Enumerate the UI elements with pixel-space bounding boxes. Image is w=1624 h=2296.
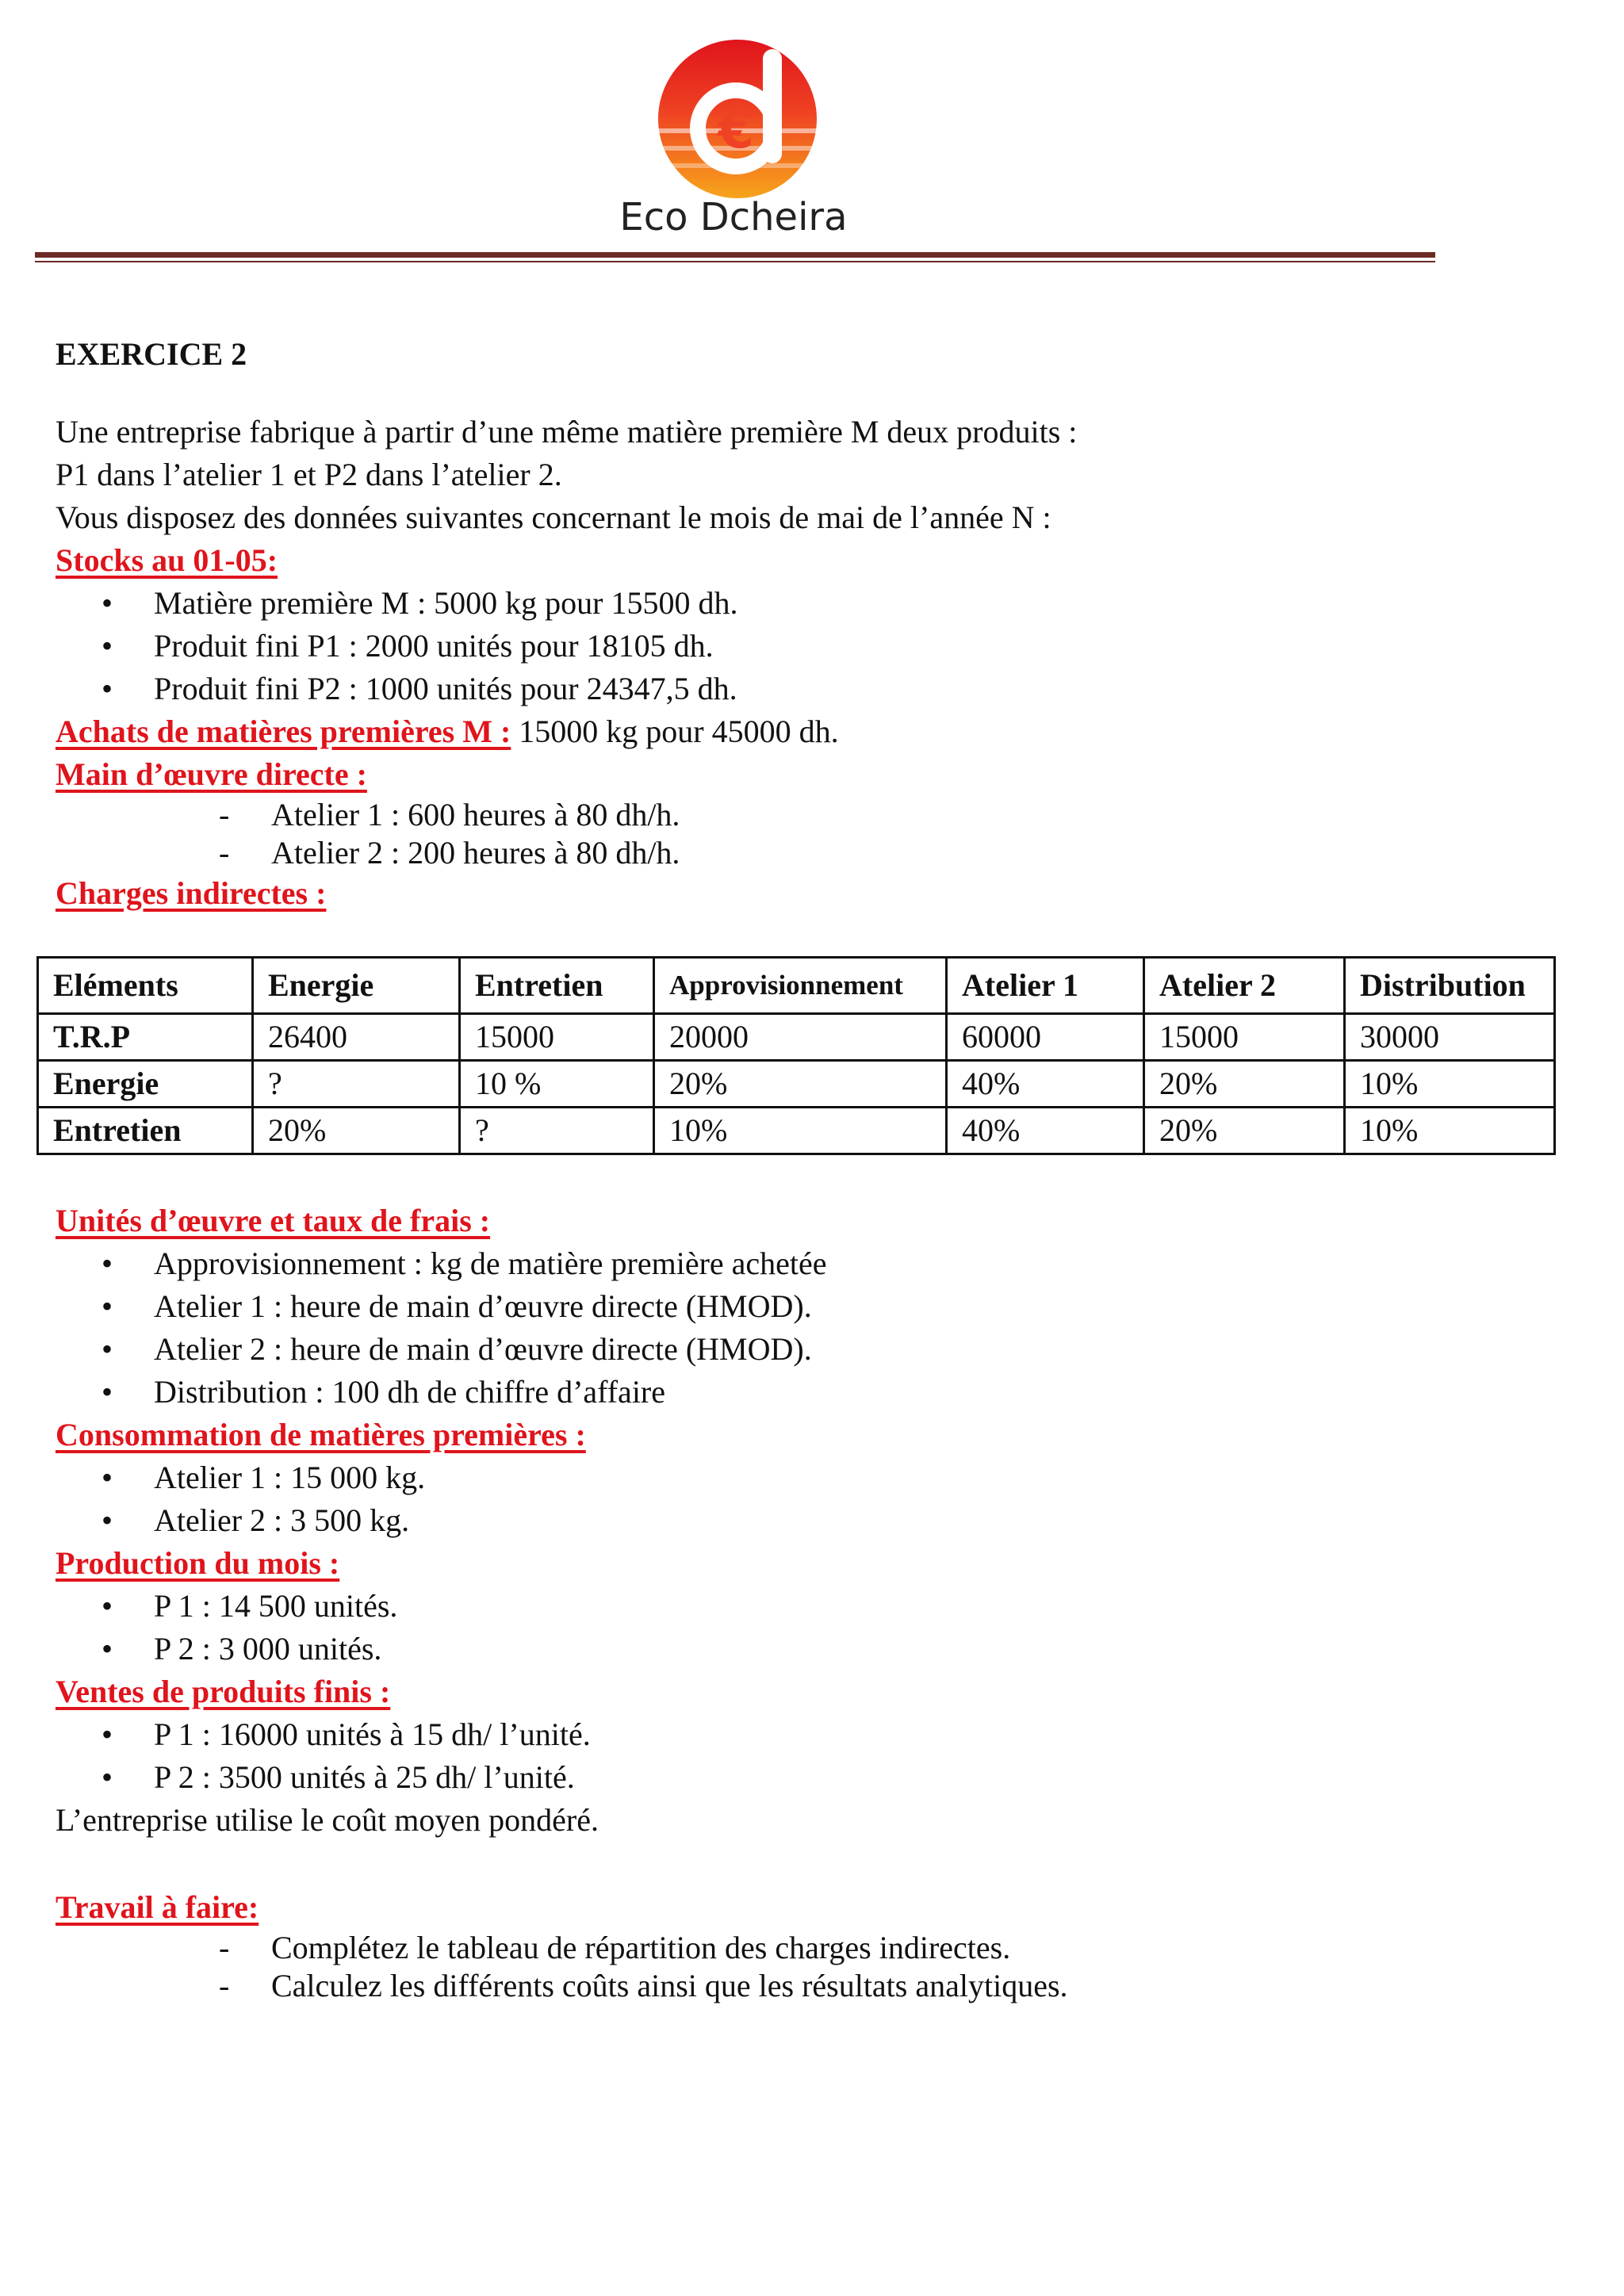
consommation-list [56, 1456, 1562, 1542]
production-section [56, 1542, 1562, 1670]
table-cell: 10% [1345, 1108, 1555, 1154]
table-cell: 20000 [654, 1014, 947, 1061]
list-item: • P 2 : 3 000 unités. [102, 1628, 1562, 1670]
table-cell: 40% [947, 1108, 1144, 1154]
table-cell: 26400 [253, 1014, 460, 1061]
intro-line-1: Une entreprise fabrique à partir d’une même matière première M deux produits : [56, 414, 1078, 450]
table-header-cell: Eléments [38, 958, 253, 1014]
travail-list [56, 1929, 1562, 2005]
intro-line-2: P1 dans l’atelier 1 et P2 dans l’atelier 2. [56, 457, 562, 492]
list-item: - Atelier 1 : 600 heures à 80 dh/h. [219, 796, 1562, 834]
achats-section [56, 710, 1562, 753]
list-item: • Matière première M : 5000 kg pour 15500 dh. [102, 582, 1562, 625]
list-item: • Approvisionnement : kg de matière première achetée [102, 1242, 1562, 1285]
table-header-cell: Distribution [1345, 958, 1555, 1014]
charges-heading: Charges indirectes : [56, 875, 327, 911]
list-item: - Atelier 2 : 200 heures à 80 dh/h. [219, 834, 1562, 872]
table-row [38, 1014, 1555, 1061]
table-row [38, 1061, 1555, 1108]
header-rule [35, 252, 1435, 258]
ventes-list [56, 1713, 1562, 1799]
stocks-heading: Stocks au 01-05: [56, 542, 278, 578]
table-cell: ? [253, 1061, 460, 1108]
list-item: • Atelier 1 : 15 000 kg. [102, 1456, 1562, 1499]
table-header-cell: Energie [253, 958, 460, 1014]
table-cell: 60000 [947, 1014, 1144, 1061]
table-cell: 20% [1144, 1108, 1345, 1154]
unites-heading: Unités d’œuvre et taux de frais : [56, 1203, 491, 1238]
intro-line-3: Vous disposez des données suivantes concernant le mois de mai de l’année N : [56, 499, 1051, 535]
table-cell: 40% [947, 1061, 1144, 1108]
table-cell: Energie [38, 1061, 253, 1108]
travail-heading: Travail à faire: [56, 1889, 259, 1925]
header-rule-thin [35, 261, 1435, 262]
table-cell: 20% [1144, 1061, 1345, 1108]
table-cell: 20% [654, 1061, 947, 1108]
page-header [0, 0, 1467, 270]
mod-section [56, 753, 1562, 872]
list-item: • P 1 : 16000 unités à 15 dh/ l’unité. [102, 1713, 1562, 1756]
stocks-list [56, 582, 1562, 710]
table-cell: 10 % [460, 1061, 654, 1108]
list-item: • Produit fini P2 : 1000 unités pour 24347,5 dh. [102, 668, 1562, 710]
svg-text:€: € [718, 99, 754, 160]
mod-heading: Main d’œuvre directe : [56, 756, 367, 792]
table-header-cell: Entretien [460, 958, 654, 1014]
achats-text: 15000 kg pour 45000 dh. [511, 714, 839, 749]
table-header-cell: Atelier 2 [1144, 958, 1345, 1014]
ventes-section [56, 1670, 1562, 1799]
stocks-section [56, 539, 1562, 710]
methode-text: L’entreprise utilise le coût moyen pondéré. [56, 1802, 599, 1838]
charges-section [56, 872, 1562, 915]
production-list [56, 1585, 1562, 1670]
table-header-cell: Approvisionnement [654, 958, 947, 1014]
mod-list [56, 796, 1562, 872]
list-item: - Calculez les différents coûts ainsi que les résultats analytiques. [219, 1967, 1562, 2005]
consommation-heading: Consommation de matières premières : [56, 1417, 586, 1452]
ventes-heading: Ventes de produits finis : [56, 1674, 391, 1709]
table-cell: 15000 [460, 1014, 654, 1061]
charges-table [36, 956, 1556, 1155]
table-cell: ? [460, 1108, 654, 1154]
table-cell: T.R.P [38, 1014, 253, 1061]
travail-section [56, 1886, 1562, 2005]
list-item: • Produit fini P1 : 2000 unités pour 18105 dh. [102, 625, 1562, 668]
unites-section [56, 1200, 1562, 1414]
table-header-row [38, 958, 1555, 1014]
table-cell: Entretien [38, 1108, 253, 1154]
table-cell: 10% [1345, 1061, 1555, 1108]
table-cell: 15000 [1144, 1014, 1345, 1061]
production-heading: Production du mois : [56, 1545, 340, 1581]
list-item: • Atelier 2 : heure de main d’œuvre directe (HMOD). [102, 1328, 1562, 1371]
table-header-cell: Atelier 1 [947, 958, 1144, 1014]
list-item: - Complétez le tableau de répartition des charges indirectes. [219, 1929, 1562, 1967]
list-item: • P 1 : 14 500 unités. [102, 1585, 1562, 1628]
list-item: • P 2 : 3500 unités à 25 dh/ l’unité. [102, 1756, 1562, 1799]
table-row [38, 1108, 1555, 1154]
unites-list [56, 1242, 1562, 1414]
euro-d-logo-icon [653, 35, 822, 203]
table-cell: 10% [654, 1108, 947, 1154]
achats-heading: Achats de matières premières M : [56, 714, 511, 749]
table-cell: 20% [253, 1108, 460, 1154]
list-item: • Distribution : 100 dh de chiffre d’affaire [102, 1371, 1562, 1414]
exercise-title: EXERCICE 2 [56, 336, 247, 372]
table-cell: 30000 [1345, 1014, 1555, 1061]
list-item: • Atelier 1 : heure de main d’œuvre directe (HMOD). [102, 1285, 1562, 1328]
brand-name: Eco Dcheira [619, 195, 848, 239]
list-item: • Atelier 2 : 3 500 kg. [102, 1499, 1562, 1542]
consommation-section [56, 1414, 1562, 1542]
exercise-body [53, 333, 1562, 2005]
